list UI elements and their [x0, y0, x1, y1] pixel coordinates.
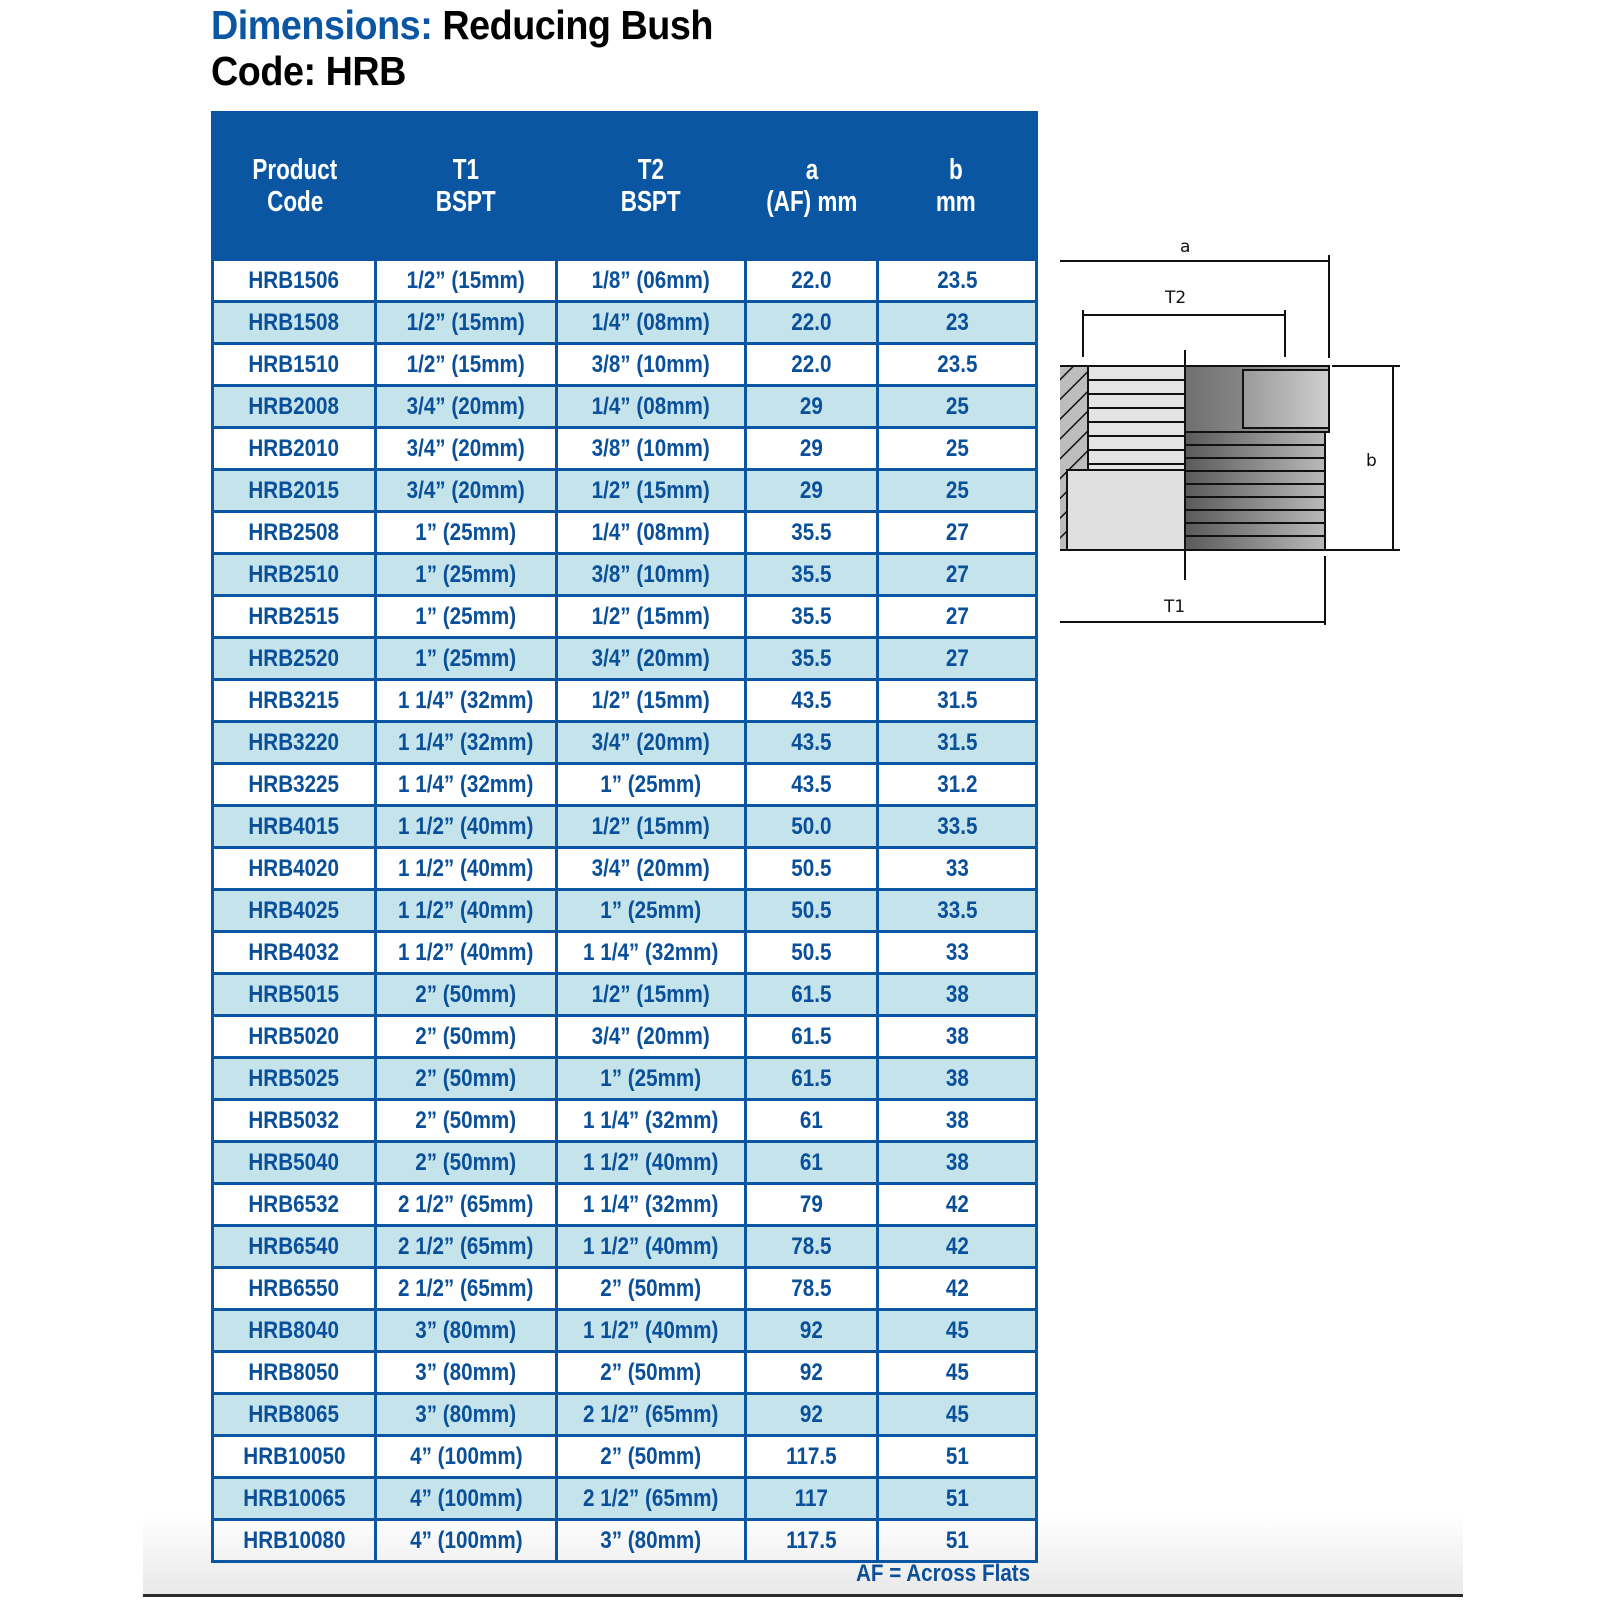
table-row	[213, 554, 1037, 596]
cell-t1: 2 1/2” (65mm)	[376, 1184, 557, 1226]
table-row	[213, 1310, 1037, 1352]
label-t1: T1	[1164, 597, 1186, 617]
table-row	[213, 764, 1037, 806]
cell-t2: 1/8” (06mm)	[557, 260, 746, 302]
cell-product-code: HRB2520	[213, 638, 376, 680]
table-row	[213, 1394, 1037, 1436]
cell-t1: 1 1/2” (40mm)	[376, 932, 557, 974]
cell-a: 29	[746, 470, 878, 512]
cell-product-code: HRB4025	[213, 890, 376, 932]
cell-b: 25	[878, 428, 1037, 470]
cell-a: 50.5	[746, 848, 878, 890]
cell-t1: 3” (80mm)	[376, 1394, 557, 1436]
cell-t1: 4” (100mm)	[376, 1436, 557, 1478]
cell-product-code: HRB6540	[213, 1226, 376, 1268]
reducing-bush-diagram	[1060, 240, 1440, 640]
cell-product-code: HRB2015	[213, 470, 376, 512]
cell-t2: 1 1/2” (40mm)	[557, 1310, 746, 1352]
table-row	[213, 1184, 1037, 1226]
cell-a: 35.5	[746, 596, 878, 638]
cell-b: 25	[878, 470, 1037, 512]
cell-a: 50.0	[746, 806, 878, 848]
page-title	[211, 2, 713, 94]
cell-t2: 1 1/4” (32mm)	[557, 1184, 746, 1226]
cell-b: 42	[878, 1184, 1037, 1226]
code-line: Code: HRB	[211, 48, 406, 94]
cell-a: 61.5	[746, 1016, 878, 1058]
table-row	[213, 1520, 1037, 1562]
table-row	[213, 806, 1037, 848]
label-a: a	[1180, 240, 1191, 257]
cell-t1: 1 1/2” (40mm)	[376, 848, 557, 890]
cell-t2: 1/2” (15mm)	[557, 806, 746, 848]
table-row	[213, 974, 1037, 1016]
cell-t1: 2 1/2” (65mm)	[376, 1268, 557, 1310]
cell-b: 45	[878, 1352, 1037, 1394]
cell-t1: 1 1/2” (40mm)	[376, 806, 557, 848]
cell-t1: 2” (50mm)	[376, 974, 557, 1016]
cell-t2: 2” (50mm)	[557, 1352, 746, 1394]
cell-a: 78.5	[746, 1268, 878, 1310]
cell-b: 45	[878, 1310, 1037, 1352]
cell-t2: 2” (50mm)	[557, 1268, 746, 1310]
cell-product-code: HRB8065	[213, 1394, 376, 1436]
table-row	[213, 1016, 1037, 1058]
cell-b: 42	[878, 1226, 1037, 1268]
table-row	[213, 680, 1037, 722]
cell-a: 35.5	[746, 638, 878, 680]
cell-t2: 1/2” (15mm)	[557, 470, 746, 512]
cell-t1: 4” (100mm)	[376, 1520, 557, 1562]
cell-t1: 3/4” (20mm)	[376, 386, 557, 428]
cell-b: 38	[878, 1058, 1037, 1100]
cell-t2: 3” (80mm)	[557, 1520, 746, 1562]
table-row	[213, 344, 1037, 386]
cell-b: 38	[878, 974, 1037, 1016]
cell-t2: 1 1/2” (40mm)	[557, 1142, 746, 1184]
cell-t2: 1/2” (15mm)	[557, 680, 746, 722]
cell-a: 22.0	[746, 260, 878, 302]
cell-a: 22.0	[746, 344, 878, 386]
table-row	[213, 1436, 1037, 1478]
cell-b: 23	[878, 302, 1037, 344]
footnote-af: AF = Across Flats	[856, 1560, 1031, 1587]
table-row	[213, 1352, 1037, 1394]
dimensions-table	[211, 111, 1038, 1563]
cell-product-code: HRB8050	[213, 1352, 376, 1394]
cell-t1: 4” (100mm)	[376, 1478, 557, 1520]
cell-t1: 1/2” (15mm)	[376, 260, 557, 302]
table-row	[213, 260, 1037, 302]
cell-product-code: HRB10065	[213, 1478, 376, 1520]
cell-t1: 3/4” (20mm)	[376, 470, 557, 512]
cell-a: 117.5	[746, 1520, 878, 1562]
table-row	[213, 386, 1037, 428]
table-row	[213, 1268, 1037, 1310]
cell-product-code: HRB1510	[213, 344, 376, 386]
cell-a: 79	[746, 1184, 878, 1226]
cell-t1: 1” (25mm)	[376, 638, 557, 680]
cell-a: 43.5	[746, 722, 878, 764]
table-row	[213, 596, 1037, 638]
cell-product-code: HRB5025	[213, 1058, 376, 1100]
cell-b: 25	[878, 386, 1037, 428]
table-body	[213, 260, 1037, 1562]
cell-t2: 3/4” (20mm)	[557, 722, 746, 764]
cell-product-code: HRB1506	[213, 260, 376, 302]
cell-b: 27	[878, 596, 1037, 638]
cell-t2: 3/8” (10mm)	[557, 344, 746, 386]
bush-cross-section-icon	[1060, 240, 1440, 640]
cell-b: 31.5	[878, 722, 1037, 764]
cell-a: 61	[746, 1142, 878, 1184]
cell-a: 117	[746, 1478, 878, 1520]
label-t2: T2	[1165, 288, 1187, 308]
cell-product-code: HRB6550	[213, 1268, 376, 1310]
cell-t2: 1/4” (08mm)	[557, 512, 746, 554]
cell-a: 43.5	[746, 764, 878, 806]
cell-t2: 1” (25mm)	[557, 764, 746, 806]
cell-t1: 1 1/2” (40mm)	[376, 890, 557, 932]
cell-t1: 3” (80mm)	[376, 1352, 557, 1394]
cell-b: 33.5	[878, 806, 1037, 848]
cell-product-code: HRB3225	[213, 764, 376, 806]
cell-t2: 1/2” (15mm)	[557, 596, 746, 638]
cell-t2: 1 1/2” (40mm)	[557, 1226, 746, 1268]
cell-a: 35.5	[746, 512, 878, 554]
cell-a: 50.5	[746, 890, 878, 932]
table-row	[213, 1058, 1037, 1100]
cell-product-code: HRB10080	[213, 1520, 376, 1562]
cell-product-code: HRB8040	[213, 1310, 376, 1352]
cell-t1: 2” (50mm)	[376, 1058, 557, 1100]
cell-t1: 2” (50mm)	[376, 1100, 557, 1142]
col-header-t1: T1 BSPT	[376, 113, 557, 260]
cell-b: 31.5	[878, 680, 1037, 722]
title-product: Reducing Bush	[432, 2, 713, 48]
col-header-a: a (AF) mm	[746, 113, 878, 260]
cell-product-code: HRB10050	[213, 1436, 376, 1478]
cell-a: 29	[746, 386, 878, 428]
cell-t2: 1/4” (08mm)	[557, 302, 746, 344]
cell-product-code: HRB2008	[213, 386, 376, 428]
cell-t2: 1 1/4” (32mm)	[557, 1100, 746, 1142]
cell-product-code: HRB2508	[213, 512, 376, 554]
cell-a: 22.0	[746, 302, 878, 344]
cell-t2: 3/8” (10mm)	[557, 554, 746, 596]
table-row	[213, 638, 1037, 680]
cell-t1: 1 1/4” (32mm)	[376, 722, 557, 764]
cell-a: 43.5	[746, 680, 878, 722]
cell-product-code: HRB5015	[213, 974, 376, 1016]
cell-b: 38	[878, 1100, 1037, 1142]
cell-t2: 1/4” (08mm)	[557, 386, 746, 428]
cell-product-code: HRB5040	[213, 1142, 376, 1184]
cell-t1: 1 1/4” (32mm)	[376, 764, 557, 806]
cell-b: 23.5	[878, 260, 1037, 302]
cell-t2: 3/4” (20mm)	[557, 1016, 746, 1058]
cell-b: 33	[878, 848, 1037, 890]
cell-t2: 1” (25mm)	[557, 890, 746, 932]
cell-product-code: HRB3215	[213, 680, 376, 722]
cell-b: 33	[878, 932, 1037, 974]
table-row	[213, 1100, 1037, 1142]
cell-a: 117.5	[746, 1436, 878, 1478]
cell-t2: 1/2” (15mm)	[557, 974, 746, 1016]
cell-t1: 1 1/4” (32mm)	[376, 680, 557, 722]
cell-t2: 3/4” (20mm)	[557, 848, 746, 890]
col-header-b: b mm	[878, 113, 1037, 260]
cell-t2: 1” (25mm)	[557, 1058, 746, 1100]
cell-product-code: HRB6532	[213, 1184, 376, 1226]
cell-a: 92	[746, 1310, 878, 1352]
cell-b: 38	[878, 1142, 1037, 1184]
cell-product-code: HRB2510	[213, 554, 376, 596]
cell-a: 35.5	[746, 554, 878, 596]
col-header-t2: T2 BSPT	[557, 113, 746, 260]
cell-a: 61	[746, 1100, 878, 1142]
cell-product-code: HRB4015	[213, 806, 376, 848]
label-b: b	[1366, 451, 1377, 471]
cell-a: 29	[746, 428, 878, 470]
cell-b: 42	[878, 1268, 1037, 1310]
cell-t2: 3/8” (10mm)	[557, 428, 746, 470]
cell-a: 61.5	[746, 974, 878, 1016]
table-row	[213, 1142, 1037, 1184]
cell-t1: 3” (80mm)	[376, 1310, 557, 1352]
cell-b: 31.2	[878, 764, 1037, 806]
col-header-product-code: Product Code	[213, 113, 376, 260]
cell-a: 50.5	[746, 932, 878, 974]
cell-t1: 1/2” (15mm)	[376, 344, 557, 386]
cell-b: 51	[878, 1478, 1037, 1520]
table-header-row	[213, 113, 1037, 260]
table-row	[213, 428, 1037, 470]
cell-product-code: HRB1508	[213, 302, 376, 344]
cell-t1: 1” (25mm)	[376, 554, 557, 596]
table-row	[213, 302, 1037, 344]
cell-product-code: HRB2515	[213, 596, 376, 638]
cell-b: 45	[878, 1394, 1037, 1436]
cell-a: 78.5	[746, 1226, 878, 1268]
cell-b: 33.5	[878, 890, 1037, 932]
cell-t1: 2” (50mm)	[376, 1142, 557, 1184]
cell-t1: 3/4” (20mm)	[376, 428, 557, 470]
cell-product-code: HRB4032	[213, 932, 376, 974]
cell-b: 27	[878, 554, 1037, 596]
cell-b: 51	[878, 1436, 1037, 1478]
cell-b: 23.5	[878, 344, 1037, 386]
cell-t2: 1 1/4” (32mm)	[557, 932, 746, 974]
cell-t1: 1” (25mm)	[376, 512, 557, 554]
cell-t1: 1” (25mm)	[376, 596, 557, 638]
cell-b: 27	[878, 638, 1037, 680]
title-accent: Dimensions:	[211, 2, 433, 48]
cell-product-code: HRB4020	[213, 848, 376, 890]
table-row	[213, 1478, 1037, 1520]
cell-product-code: HRB2010	[213, 428, 376, 470]
table-row	[213, 470, 1037, 512]
bottom-rule	[143, 1594, 1463, 1597]
cell-product-code: HRB5020	[213, 1016, 376, 1058]
cell-t2: 2 1/2” (65mm)	[557, 1478, 746, 1520]
table-row	[213, 512, 1037, 554]
table-row	[213, 932, 1037, 974]
table-row	[213, 848, 1037, 890]
table-row	[213, 722, 1037, 764]
cell-product-code: HRB5032	[213, 1100, 376, 1142]
table-row	[213, 890, 1037, 932]
cell-a: 92	[746, 1352, 878, 1394]
cell-a: 61.5	[746, 1058, 878, 1100]
cell-t2: 2” (50mm)	[557, 1436, 746, 1478]
cell-t1: 2 1/2” (65mm)	[376, 1226, 557, 1268]
table-row	[213, 1226, 1037, 1268]
cell-product-code: HRB3220	[213, 722, 376, 764]
cell-b: 38	[878, 1016, 1037, 1058]
cell-t1: 1/2” (15mm)	[376, 302, 557, 344]
cell-t2: 2 1/2” (65mm)	[557, 1394, 746, 1436]
cell-a: 92	[746, 1394, 878, 1436]
cell-b: 27	[878, 512, 1037, 554]
cell-t2: 3/4” (20mm)	[557, 638, 746, 680]
title-line-1	[211, 2, 713, 48]
cell-t1: 2” (50mm)	[376, 1016, 557, 1058]
cell-b: 51	[878, 1520, 1037, 1562]
